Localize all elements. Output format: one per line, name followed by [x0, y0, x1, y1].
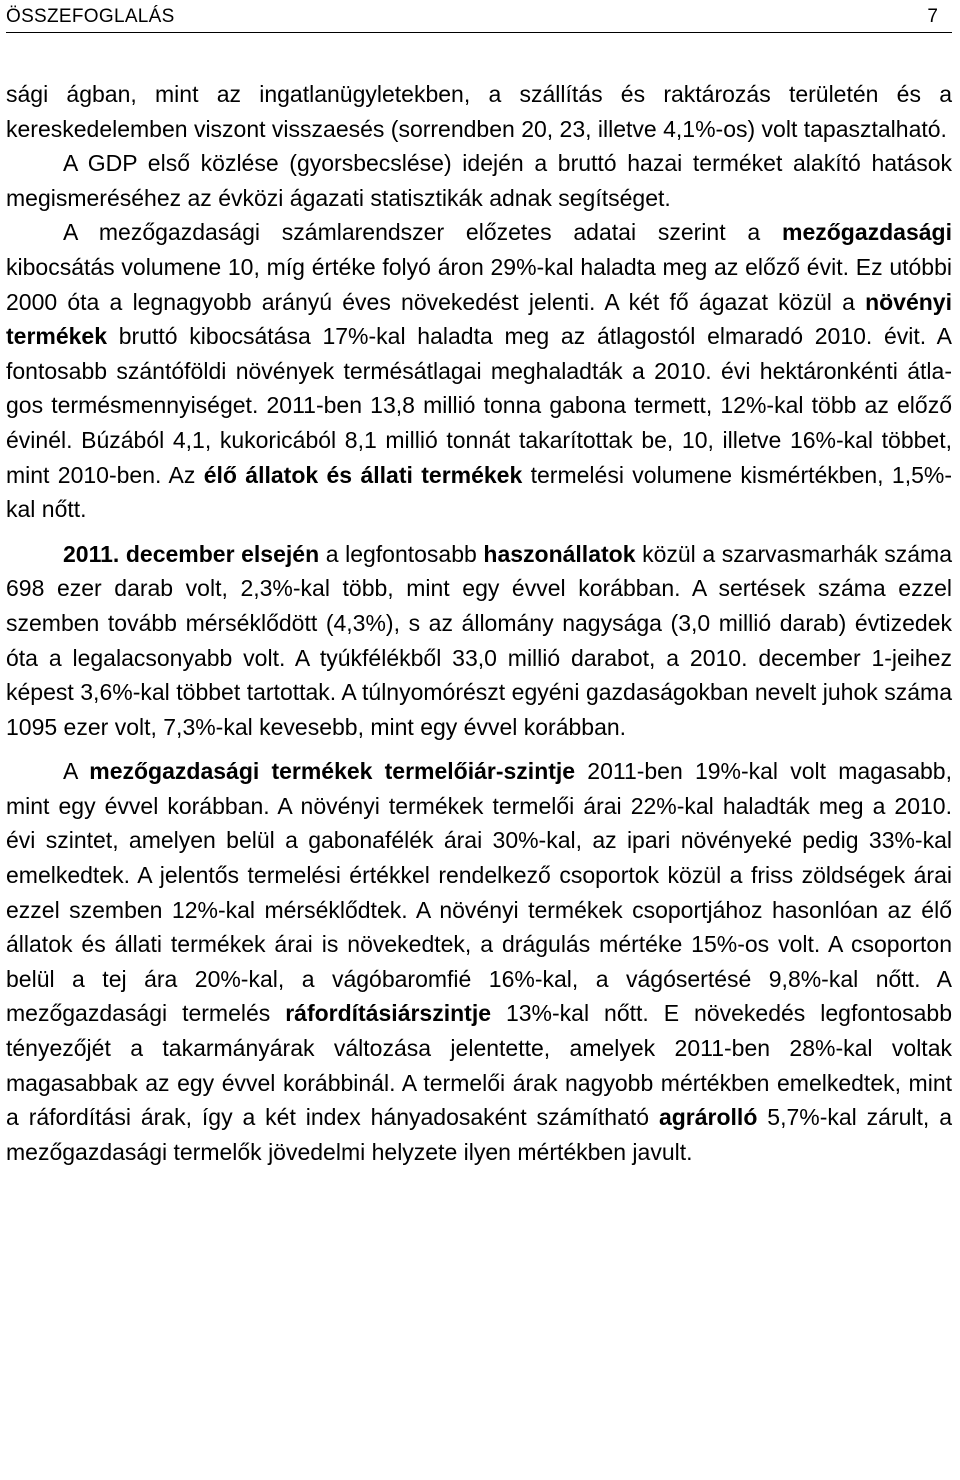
- text-run: 5,7%-kal zárult, a mezőgazdasági termelők jövedelmi helyzete ilyen mértékben javult.: [6, 1104, 952, 1165]
- bold-term: haszonállatok: [483, 540, 636, 567]
- text-run: sági ágban, mint az ingatlanügyletekben, a szállítás és raktározás területén és a kereskedelemben viszont visszaesés (sorrendben 20, 23, illetve 4,1%-os) volt tapasztalható.: [6, 81, 952, 142]
- paragraph-1: [6, 77, 952, 146]
- page-number: 7: [927, 6, 938, 27]
- text-run: A GDP első közlése (gyorsbecslése) idején a bruttó hazai terméket alakító hatások megismeréséhez az évközi ágazati statisztikák adnak segítséget.: [6, 150, 952, 211]
- text-run: 13%-kal nőtt. E növekedés legfontosabb tényezőjét a takarmányárak változása jelentette, amelyek 2011-ben 28%-kal voltak magasabbak az egy évvel korábbinál. A termelői árak nagyobb mértékben emelkedtek, mint a ráfordítási árak, így a két index hányadosaként számítható: [6, 1000, 952, 1131]
- text-run: A mezőgazdasági számlarendszer előzetes adatai szerint a: [63, 219, 782, 246]
- bold-term: élő állatok és állati termékek: [203, 461, 523, 488]
- paragraph-4: [6, 537, 952, 745]
- text-run: kibocsátás volumene 10, míg értéke folyó áron 29%-kal haladta meg az előző évit. Ez utóbbi 2000 óta a legnagyobb arányú éves növekedést jelenti. A két fő ágazat közül a: [6, 253, 952, 315]
- text-run: bruttó kibocsátása 17%-kal haladta meg az átlagostól elmaradó 2010. évit. A fontosabb szántóföldi növények termésátlagai meghaladták a 2010. évi hektáronkénti átlagos termésmennyiséget. 2011-ben 13,8 millió tonna gabona termett, 12%-kal több az előző évinél. Búzából 4,1, kukoricából 8,1 millió tonnát takarítottak be, 10, illetve 16%-kal többet, mint 2010-ben. Az: [6, 323, 952, 488]
- bold-term: mezőgazdasági termékek termelőiár-szintje: [89, 758, 576, 785]
- bold-term: mezőgazdasági: [782, 219, 952, 246]
- bold-term: 2011. december elsején: [63, 540, 320, 567]
- bold-term: ráfordításiárszintje: [285, 1000, 492, 1027]
- paragraph-2: [6, 146, 952, 215]
- body-text: [6, 77, 952, 1169]
- bold-term: agrárolló: [658, 1104, 758, 1131]
- paragraph-3: [6, 215, 952, 526]
- text-run: A: [63, 758, 90, 785]
- paragraph-5: [6, 754, 952, 1169]
- text-run: termelési volumene kismértékben, 1,5%-kal nőtt.: [6, 461, 952, 523]
- text-run: közül a szarvasmarhák száma 698 ezer darab volt, 2,3%-kal több, mint egy évvel korábban. A sertések száma ezzel szemben tovább mérséklődött (4,3%), s az állomány nagysága (3,0 millió darab) évtizedek óta a legalacsonyabb volt. A tyúkfélékből 33,0 millió darabot, a 2010. december 1-jeihez képest 3,6%-kal többet tartottak. A túlnyomórészt egyéni gazdaságokban nevelt juhok száma 1095 ezer volt, 7,3%-kal kevesebb, mint egy évvel korábban.: [6, 540, 952, 740]
- text-run: a legfontosabb: [319, 540, 484, 567]
- section-title: ÖSSZEFOGLALÁS: [6, 6, 175, 27]
- bold-term: növényi termékek: [6, 288, 952, 350]
- text-run: 2011-ben 19%-kal volt magasabb, mint egy évvel korábban. A növényi termékek termelői árai 22%-kal haladták meg a 2010. évi szintet, amelyen belül a gabonafélék árai 30%-kal, az ipari növényeké pedig 33%-kal emelkedtek. A jelentős termelési értékkel rendelkező csoportok közül a friss zöldségek árai ezzel szemben 12%-kal mérséklődtek. A növényi termékek csoportjához hasonlóan az élő állatok és állati termékek árai is növekedtek, a drágulás mértéke 15%-os volt. A csoporton belül a tej ára 20%-kal, a vágóbaromfié 16%-kal, a vágósertésé 9,8%-kal nőtt. A mezőgazdasági termelés: [6, 758, 952, 1027]
- page-header: [6, 2, 952, 33]
